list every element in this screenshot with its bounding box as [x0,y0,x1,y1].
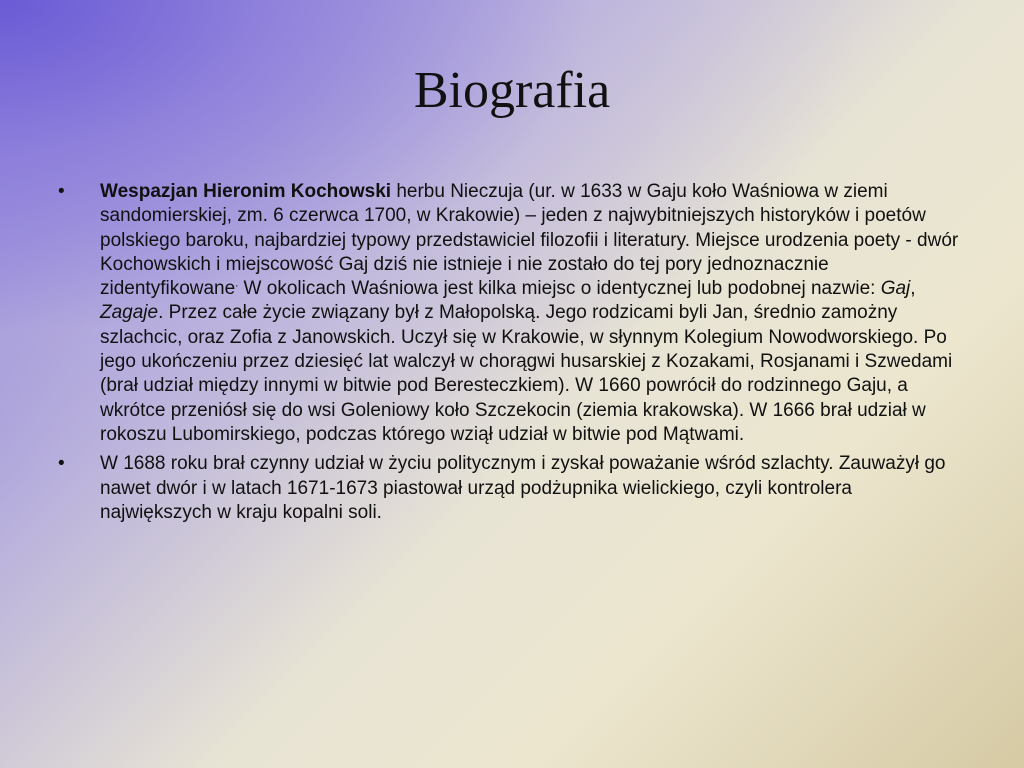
bullet-item-politics [58,452,963,525]
bullet-text-part: herbu Nieczuja (ur. w 1633 w Gaju koło Waśniowa w ziemi sandomierskiej, zm. 6 czerwca 1700, w Krakowie) – jeden z najwybitniejszych historyków i poetów polskiego baroku, najbardziej typowy przedstawiciel filozofii i literatury. Miejsce urodzenia poety - dwór Kochowskich i miejscowość Gaj dziś nie istnieje i nie zostało do tej pory jednoznacznie zidentyfikowane [100,181,959,300]
slide-title: Biografia [413,62,611,119]
bullet-text: W 1688 roku brał czynny udział w życiu politycznym i zyskał poważanie wśród szlachty. Zauważył go nawet dwór i w latach 1671-1673 piastował urząd podżupnika wielickiego, czyli kontrolera największych w kraju kopalni soli. [100,453,946,523]
italic-place-name: Gaj [880,278,911,300]
bullet-marker: • [58,453,65,475]
bullet-text-part: . Przez całe życie związany był z Małopolską. Jego rodzicami byli Jan, średnio zamożny szlachcic, oraz Zofia z Janowskich. Uczył się w Krakowie, w słynnym Kolegium Nowodworskiego. Po jego ukończeniu przez dziesięć lat walczył w chorągwi husarskiej z Kozakami, Rosjanami i Szwedami (brał udział między innymi w bitwie pod Beresteczkiem). W 1660 powrócił do rodzinnego Gaju, a wkrótce przeniósł się do wsi Goleniowy koło Szczekocin (ziemia krakowska). W 1666 brał udział w rokoszu Lubomirskiego, podczas którego wziął udział w bitwie pod Mątwami. [100,302,953,445]
bullet-text-part: , [910,278,916,300]
bullet-marker: • [58,181,65,202]
person-name: Wespazjan Hieronim Kochowski [100,181,392,202]
superscript-dot: . [235,277,239,290]
bullet-list [58,180,963,530]
bullet-item-biography [58,180,963,447]
bullet-text-part: W okolicach Waśniowa jest kilka miejsc o identycznej lub podobnej nazwie: [238,278,881,300]
italic-place-name: Zagaje [100,302,159,324]
